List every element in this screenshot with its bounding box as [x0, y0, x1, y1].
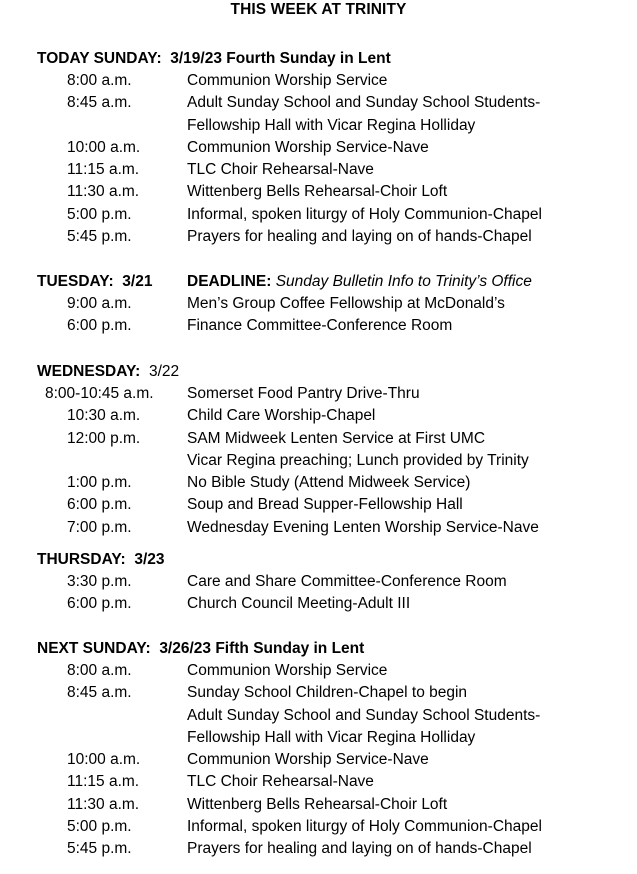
event-description: TLC Choir Rehearsal-Nave: [187, 161, 374, 179]
section-day: NEXT SUNDAY:: [37, 640, 151, 657]
event-time: 11:15 a.m.: [67, 161, 140, 179]
schedule-row: [0, 816, 637, 838]
schedule-row: [0, 115, 637, 137]
schedule-row: [0, 383, 637, 405]
section-header: [0, 638, 637, 660]
schedule-row: [0, 472, 637, 494]
event-description: TLC Choir Rehearsal-Nave: [187, 773, 374, 791]
schedule-row: [0, 204, 637, 226]
schedule-row: [0, 682, 637, 704]
event-time: 1:00 p.m.: [67, 474, 132, 492]
event-description: Communion Worship Service-Nave: [187, 138, 429, 156]
deadline-text: Sunday Bulletin Info to Trinity’s Office: [275, 273, 532, 290]
schedule-row: [0, 428, 637, 450]
event-time: 6:00 p.m.: [67, 317, 132, 335]
schedule-section: [0, 271, 637, 338]
event-description: Adult Sunday School and Sunday School Students-: [187, 706, 541, 724]
section-day: TUESDAY:: [37, 273, 114, 290]
section-day: TODAY SUNDAY:: [37, 50, 162, 67]
event-description: Wittenberg Bells Rehearsal-Choir Loft: [187, 183, 448, 201]
schedule-section: [0, 549, 637, 616]
schedule-row: [0, 293, 637, 315]
schedule-row: [0, 405, 637, 427]
event-time: 3:30 p.m.: [67, 573, 132, 590]
event-time: 6:00 p.m.: [67, 496, 132, 514]
schedule-row: [0, 226, 637, 248]
event-description: Finance Committee-Conference Room: [187, 317, 453, 335]
event-description: Prayers for healing and laying on of hands-Chapel: [187, 228, 532, 246]
event-description: Church Council Meeting-Adult III: [187, 595, 411, 613]
schedule-row: [0, 749, 637, 771]
schedule-row: [0, 450, 637, 472]
event-time: 6:00 p.m.: [67, 595, 132, 613]
section-header: [0, 549, 637, 571]
section-header: [0, 48, 637, 70]
deadline-note: [187, 271, 532, 293]
schedule-section: [0, 638, 637, 861]
page-title: THIS WEEK AT TRINITY: [230, 1, 407, 18]
section-date: 3/23: [134, 551, 165, 568]
event-time: 9:00 a.m.: [67, 295, 132, 312]
schedule-row: [0, 838, 637, 860]
event-description: Care and Share Committee-Conference Room: [187, 573, 507, 590]
event-time: 5:45 p.m.: [67, 840, 132, 858]
schedule-row: [0, 705, 637, 727]
event-time: 11:30 a.m.: [67, 183, 140, 201]
event-time: 7:00 p.m.: [67, 518, 132, 536]
schedule-row: [0, 92, 637, 114]
section-date: 3/22: [148, 363, 180, 380]
event-time: 8:45 a.m.: [67, 94, 132, 112]
schedule-row: [0, 771, 637, 793]
event-time: 11:15 a.m.: [67, 773, 140, 791]
event-description: Sunday School Children-Chapel to begin: [187, 684, 468, 702]
schedule-row: [0, 494, 637, 516]
event-description: Prayers for healing and laying on of hands-Chapel: [187, 840, 532, 858]
section-date: 3/21: [122, 273, 153, 290]
event-description: Communion Worship Service: [187, 72, 388, 89]
event-description: Child Care Worship-Chapel: [187, 407, 376, 425]
event-description: SAM Midweek Lenten Service at First UMC: [187, 429, 486, 447]
event-description: Informal, spoken liturgy of Holy Communion-Chapel: [187, 205, 542, 223]
section-header: [0, 361, 637, 383]
event-description: Vicar Regina preaching; Lunch provided by Trinity: [187, 451, 529, 469]
section-day: THURSDAY:: [37, 551, 126, 568]
schedule-row: [0, 571, 637, 593]
section-day: WEDNESDAY:: [37, 363, 141, 380]
event-description: Wittenberg Bells Rehearsal-Choir Loft: [187, 795, 448, 813]
event-description: Wednesday Evening Lenten Worship Service-Nave: [187, 518, 539, 536]
section-date: 3/19/23 Fourth Sunday in Lent: [170, 50, 391, 67]
event-description: Fellowship Hall with Vicar Regina Holliday: [187, 116, 476, 134]
schedule-row: [0, 315, 637, 337]
event-description: Men’s Group Coffee Fellowship at McDonald’s: [187, 295, 505, 312]
schedule-row: [0, 727, 637, 749]
event-time: 8:45 a.m.: [67, 684, 132, 702]
event-description: Communion Worship Service-Nave: [187, 751, 429, 769]
schedule-row: [0, 660, 637, 682]
event-time: 5:00 p.m.: [67, 205, 132, 223]
event-description: No Bible Study (Attend Midweek Service): [187, 474, 471, 492]
schedule-row: [0, 794, 637, 816]
event-time: 8:00-10:45 a.m.: [45, 385, 154, 402]
event-description: Communion Worship Service: [187, 662, 388, 679]
schedule-row: [0, 137, 637, 159]
event-description: Fellowship Hall with Vicar Regina Holliday: [187, 728, 476, 746]
event-time: 10:00 a.m.: [67, 751, 141, 769]
schedule-row: [0, 517, 637, 539]
schedule-row: [0, 70, 637, 92]
event-time: 5:00 p.m.: [67, 818, 132, 836]
event-description: Somerset Food Pantry Drive-Thru: [187, 385, 420, 402]
event-time: 8:00 a.m.: [67, 72, 132, 89]
section-date: 3/26/23 Fifth Sunday in Lent: [159, 640, 365, 657]
schedule-row: [0, 181, 637, 203]
schedule-row: [0, 159, 637, 181]
schedule-section: [0, 48, 637, 248]
event-description: Adult Sunday School and Sunday School Students-: [187, 94, 541, 112]
event-description: Soup and Bread Supper-Fellowship Hall: [187, 496, 463, 514]
event-time: 5:45 p.m.: [67, 228, 132, 246]
event-description: Informal, spoken liturgy of Holy Communion-Chapel: [187, 818, 542, 836]
event-time: 10:30 a.m.: [67, 407, 141, 425]
event-time: 8:00 a.m.: [67, 662, 132, 679]
section-header: [0, 271, 637, 293]
event-time: 12:00 p.m.: [67, 429, 141, 447]
event-time: 10:00 a.m.: [67, 138, 141, 156]
schedule-section: [0, 361, 637, 539]
schedule-row: [0, 593, 637, 615]
deadline-label: DEADLINE:: [187, 273, 272, 290]
event-time: 11:30 a.m.: [67, 795, 140, 813]
